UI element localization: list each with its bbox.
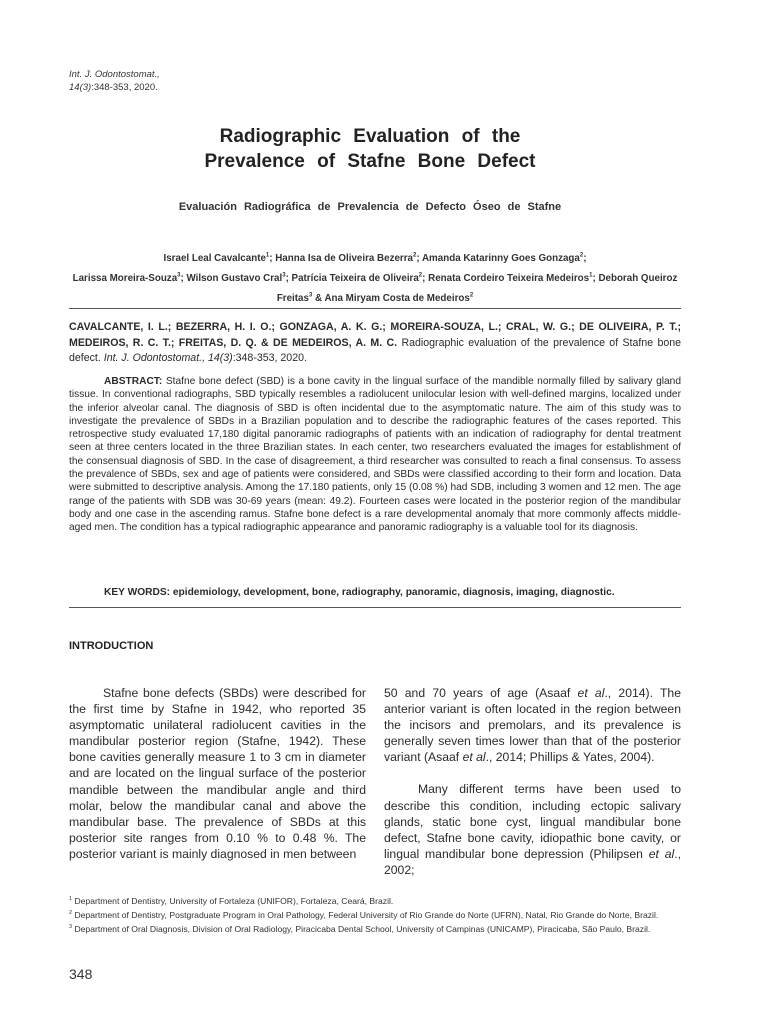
paragraph: Stafne bone defects (SBDs) were described for the first time by Stafne in 1942, who reported 35 asymptomatic unilateral radiolucent cavities in the mandibular posterior region (Stafne, 1942). These bone cavities generally measure 1 to 3 cm in diameter and are located on the lingual surface of the posterior mandible between the mandibular angle and third molar, below the mandibular canal and above the mandibular base. The prevalence of SBDs at this posterior site ranges from 0.10 % to 0.48 %. The posterior variant is mainly diagnosed in men between <box>69 686 366 861</box>
title-line-1: Radiographic Evaluation of the <box>219 126 521 147</box>
author-list <box>69 248 681 307</box>
abstract-text: Stafne bone defect (SBD) is a bone cavity in the lingual surface of the mandible normally filled by salivary gland tissue. In conventional radiographs, SBD typically resembles a radiolucent unilocular lesion with well-defined margins, localized under the inferior alveolar canal. The diagnosis of SBD is often incidental due to the asymptomatic nature. The aim of this study was to investigate the prevalence of SBDs in a Brazilian population and to describe the radiographic features of the cases reported. This retrospective study evaluated 17,180 digital panoramic radiographs of patients with an indication of radiography for dental treatment seen at three centers located in the three Brazilian states. In each center, two researchers evaluated the images for establishment of the consensual diagnosis of SBD. In the case of disagreement, a third researcher was consulted to reach a final consensus. To assess the prevalence of SBDs, sex and age of patients were considered, and SBDs were classified according to their form and location. Data were submitted to descriptive analysis. Among the 17.180 patients, only 15 (0.08 %) had SDB, including 3 women and 12 men. The age range of the patients with SDB was 30-69 years (mean: 49.2). Fourteen cases were located in the posterior region of the mandibular body and one case in the ascending ramus. Stafne bone defect is a rare developmental anomaly that more commonly affects middle-aged men. The condition has a typical radiographic appearance and panoramic radiography is a valuable tool for its diagnosis. <box>69 376 681 534</box>
footnote: $^1$ Department of Dentistry, University of Fortaleza (UNIFOR), Fortaleza, Ceará, Brazil. <box>69 895 394 906</box>
body-column-left <box>69 685 366 862</box>
author: Larissa Moreira-Souza$^3$; <box>72 272 187 285</box>
author: Patrícia Teixeira de Oliveira$^2$; <box>291 272 429 285</box>
header-divider <box>69 308 681 309</box>
article-subtitle-spanish: Evaluación Radiográfica de Prevalencia de Defecto Óseo de Stafne <box>178 201 562 213</box>
keywords: KEY WORDS: epidemiology, development, bone, radiography, panoramic, diagnosis, imaging, diagnostic. <box>104 587 615 598</box>
journal-volume-pages <box>69 81 160 94</box>
citation-journal: Int. J. Odontostomat., 14(3) <box>103 352 233 364</box>
paragraph: Many different terms have been used to describe this condition, including ectopic salivary glands, static bone cyst, lingual mandibular bone defect, Stafne bone cavity, idiopathic bone cavity, or lingual mandibular bone depression (Philipsen et al., 2002; <box>384 782 681 877</box>
section-heading-introduction: INTRODUCTION <box>69 640 154 652</box>
journal-volume: 14(3) <box>69 82 92 93</box>
title-line-2: Prevalence of Stafne Bone Defect <box>204 151 536 172</box>
author: Ana Miryam Costa de Medeiros$^2$ <box>324 292 474 304</box>
author: Israel Leal Cavalcante$^1$; <box>163 253 276 265</box>
citation-authors: CAVALCANTE, I. L.; BEZERRA, H. I. O.; GONZAGA, A. K. G.; MOREIRA-SOUZA, L.; CRAL, W. G.; DE OLIVEIRA, P. T.; MEDEIROS, R. C. T.; FREITAS, D. Q. & DE MEDEIROS, A. M. C. <box>69 321 681 349</box>
footnote: $^3$ Department of Oral Diagnosis, Division of Oral Radiology, Piracicaba Dental School, University of Campinas (UNICAMP), Piracicaba, São Paulo, Brazil. <box>69 924 651 935</box>
author: Renata Cordeiro Teixeira Medeiros$^1$; <box>428 272 599 285</box>
author: Wilson Gustavo Cral$^3$; <box>186 272 292 285</box>
journal-name: Int. J. Odontostomat., <box>69 69 160 80</box>
page-number: 348 <box>69 966 93 982</box>
journal-pages: :348-353, 2020. <box>91 82 158 93</box>
journal-reference <box>69 68 160 94</box>
citation-pages: :348-353, 2020. <box>232 352 307 364</box>
abstract-divider <box>69 607 681 608</box>
citation-block <box>69 320 681 367</box>
author: Hanna Isa de Oliveira Bezerra$^2$; <box>275 253 422 265</box>
abstract-block <box>69 375 681 535</box>
author: Amanda Katarinny Goes Gonzaga$^2$; <box>421 253 587 265</box>
citation-title: Radiographic evaluation of the prevalence of Stafne bone defect. <box>69 336 682 364</box>
body-column-right <box>384 685 681 878</box>
author: Deborah Queiroz Freitas$^3$ & <box>276 273 678 304</box>
footnotes <box>69 893 684 935</box>
paragraph: 50 and 70 years of age (Asaaf et al., 2014). The anterior variant is often located in the region between the incisors and premolars, and its prevalence is generally seven times lower than that of the posterior variant (Asaaf et al., 2014; Phillips & Yates, 2004). <box>384 686 681 765</box>
footnote: $^2$ Department of Dentistry, Postgraduate Program in Oral Pathology, Federal University of Rio Grande do Norte (UFRN), Natal, Rio Grande do Norte, Brazil. <box>69 910 659 921</box>
abstract-label: ABSTRACT: <box>104 376 163 387</box>
article-title <box>0 124 740 174</box>
